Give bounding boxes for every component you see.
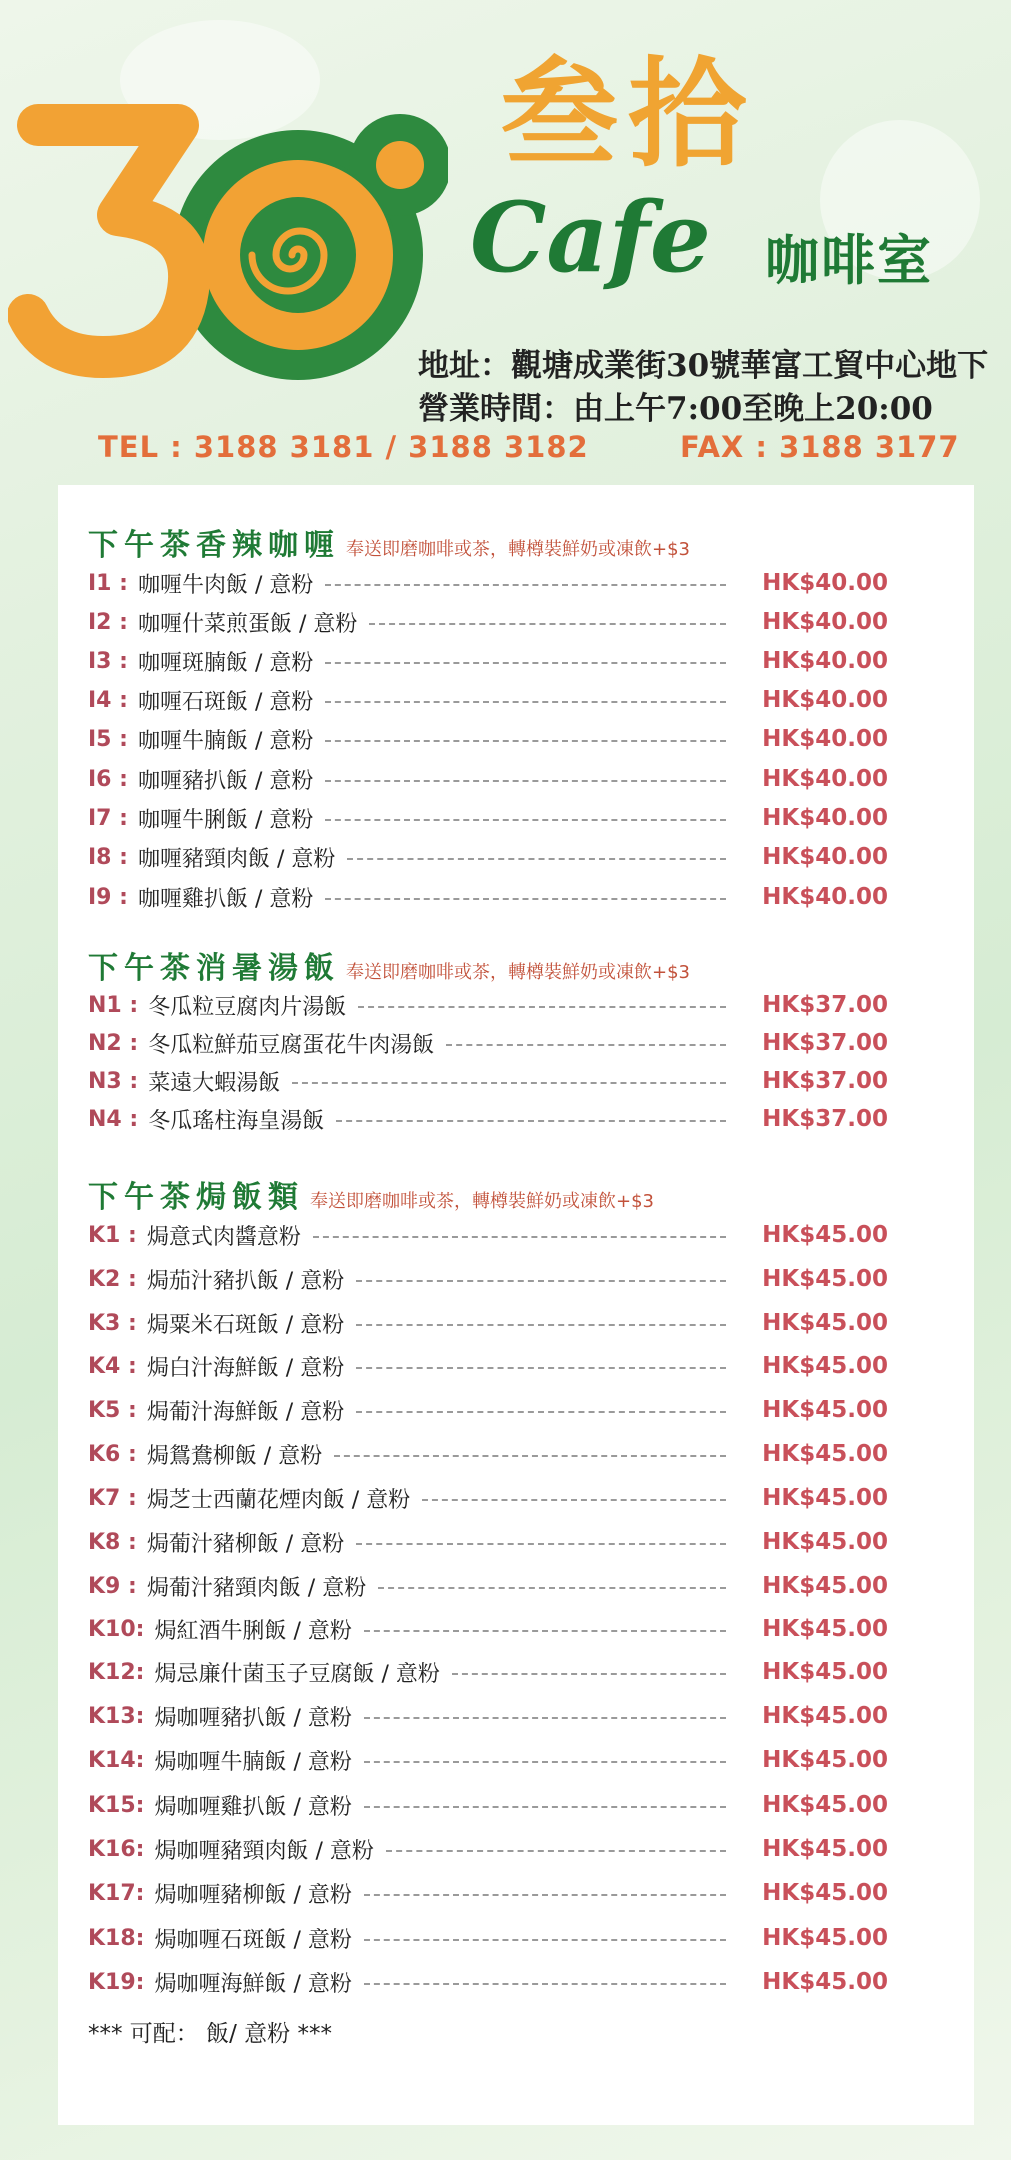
cafe-30-logo xyxy=(8,95,448,380)
telephone: TEL : 3188 3181 / 3188 3182 xyxy=(98,430,589,464)
item-name: 冬瓜粒鮮茄豆腐蛋花牛肉湯飯 xyxy=(148,1032,435,1058)
item-price: HK$40.00 xyxy=(762,766,888,792)
item-price: HK$45.00 xyxy=(762,1441,888,1467)
menu-item xyxy=(88,877,888,917)
menu-item xyxy=(88,985,888,1025)
item-code: K5 : xyxy=(88,1397,137,1423)
leader-line xyxy=(356,1280,726,1282)
menu-item xyxy=(88,563,888,603)
item-price: HK$40.00 xyxy=(762,648,888,674)
menu-item xyxy=(88,1522,888,1562)
section-title-soup-rice xyxy=(88,943,690,987)
item-name: 咖喱豬扒飯 / 意粉 xyxy=(137,768,314,794)
item-code: K16: xyxy=(88,1836,145,1862)
item-price: HK$45.00 xyxy=(762,1529,888,1555)
menu-item xyxy=(88,1215,888,1255)
item-price: HK$40.00 xyxy=(762,570,888,596)
item-name: 咖喱牛脷飯 / 意粉 xyxy=(137,807,314,833)
item-code: K15: xyxy=(88,1792,145,1818)
section-note: 奉送即磨咖啡或茶，轉樽裝鮮奶或凍飲+$3 xyxy=(310,1191,654,1212)
item-code: K10: xyxy=(88,1616,145,1642)
brand-cafe-script: Cafe xyxy=(470,181,711,294)
leader-line xyxy=(356,1543,726,1545)
item-name: 焗咖喱海鮮飯 / 意粉 xyxy=(154,1971,352,1997)
item-name: 焗紅酒牛脷飯 / 意粉 xyxy=(154,1618,352,1644)
section-note: 奉送即磨咖啡或茶，轉樽裝鮮奶或凍飲+$3 xyxy=(346,962,690,983)
item-name: 咖喱什菜煎蛋飯 / 意粉 xyxy=(137,611,358,637)
leader-line xyxy=(364,1939,726,1941)
item-name: 焗咖喱石斑飯 / 意粉 xyxy=(154,1927,352,1953)
menu-item xyxy=(88,759,888,799)
leader-line xyxy=(422,1499,726,1501)
menu-item xyxy=(88,1918,888,1958)
leader-line xyxy=(325,662,726,664)
item-code: K3 : xyxy=(88,1310,137,1336)
menu-item xyxy=(88,837,888,877)
item-name: 咖喱牛腩飯 / 意粉 xyxy=(137,728,314,754)
item-name: 咖喱石斑飯 / 意粉 xyxy=(137,689,314,715)
item-price: HK$45.00 xyxy=(762,1266,888,1292)
item-price: HK$45.00 xyxy=(762,1397,888,1423)
menu-item xyxy=(88,1061,888,1101)
leader-line xyxy=(452,1673,726,1675)
leader-line xyxy=(446,1044,726,1046)
item-code: K7 : xyxy=(88,1485,137,1511)
item-code: N1 : xyxy=(88,992,139,1018)
item-name: 菜遠大蝦湯飯 xyxy=(148,1070,281,1096)
item-name: 焗白汁海鮮飯 / 意粉 xyxy=(146,1355,345,1381)
item-price: HK$45.00 xyxy=(762,1880,888,1906)
item-code: K13: xyxy=(88,1703,145,1729)
menu-item xyxy=(88,1696,888,1736)
item-code: I5 : xyxy=(88,726,128,752)
item-name: 焗咖喱雞扒飯 / 意粉 xyxy=(154,1794,352,1820)
item-code: N3 : xyxy=(88,1068,139,1094)
leader-line xyxy=(358,1006,726,1008)
item-name: 焗葡汁豬頸肉飯 / 意粉 xyxy=(146,1575,367,1601)
item-price: HK$45.00 xyxy=(762,1353,888,1379)
item-price: HK$45.00 xyxy=(762,1310,888,1336)
leader-line xyxy=(378,1587,726,1589)
leader-line xyxy=(292,1082,726,1084)
item-price: HK$45.00 xyxy=(762,1485,888,1511)
section-name: 下午茶香辣咖喱 xyxy=(88,528,340,563)
item-price: HK$45.00 xyxy=(762,1836,888,1862)
item-price: HK$45.00 xyxy=(762,1616,888,1642)
item-code: I9 : xyxy=(88,884,128,910)
menu-item xyxy=(88,798,888,838)
fax-number: FAX : 3188 3177 xyxy=(680,430,960,464)
footnote: *** 可配： 飯/ 意粉 *** xyxy=(88,2021,332,2047)
item-name: 焗咖喱豬柳飯 / 意粉 xyxy=(154,1882,352,1908)
item-name: 焗忌廉什菌玉子豆腐飯 / 意粉 xyxy=(154,1661,440,1687)
menu-item xyxy=(88,1652,888,1692)
leader-line xyxy=(336,1120,726,1122)
item-name: 焗咖喱豬頸肉飯 / 意粉 xyxy=(154,1838,374,1864)
item-name: 焗意式肉醬意粉 xyxy=(146,1224,301,1250)
leader-line xyxy=(325,740,726,742)
leader-line xyxy=(325,701,726,703)
item-price: HK$45.00 xyxy=(762,1573,888,1599)
leader-line xyxy=(364,1894,726,1896)
item-price: HK$37.00 xyxy=(762,1030,888,1056)
item-code: K1 : xyxy=(88,1222,137,1248)
opening-hours: 營業時間：由上午7:00至晚上20:00 xyxy=(418,391,933,427)
item-name: 焗咖喱牛腩飯 / 意粉 xyxy=(154,1749,352,1775)
menu-item xyxy=(88,602,888,642)
item-code: I6 : xyxy=(88,766,128,792)
item-price: HK$40.00 xyxy=(762,884,888,910)
item-name: 冬瓜粒豆腐肉片湯飯 xyxy=(148,994,347,1020)
item-code: K18: xyxy=(88,1925,145,1951)
leader-line xyxy=(364,1630,726,1632)
item-price: HK$45.00 xyxy=(762,1703,888,1729)
leader-line xyxy=(347,858,726,860)
item-code: K4 : xyxy=(88,1353,137,1379)
item-price: HK$45.00 xyxy=(762,1925,888,1951)
item-name: 焗芝士西蘭花煙肉飯 / 意粉 xyxy=(146,1487,411,1513)
leader-line xyxy=(325,898,726,900)
leader-line xyxy=(325,584,726,586)
item-code: K17: xyxy=(88,1880,145,1906)
item-code: I2 : xyxy=(88,609,128,635)
menu-item xyxy=(88,1259,888,1299)
brand-chinese-name: 叁拾 xyxy=(500,44,757,183)
menu-item xyxy=(88,1434,888,1474)
section-title-curry xyxy=(88,520,690,564)
item-price: HK$37.00 xyxy=(762,1106,888,1132)
menu-item xyxy=(88,1566,888,1606)
item-code: K6 : xyxy=(88,1441,137,1467)
item-code: N2 : xyxy=(88,1030,139,1056)
item-name: 焗茄汁豬扒飯 / 意粉 xyxy=(146,1268,345,1294)
menu-item xyxy=(88,1023,888,1063)
item-name: 咖喱豬頸肉飯 / 意粉 xyxy=(137,846,336,872)
leader-line xyxy=(356,1367,726,1369)
item-price: HK$45.00 xyxy=(762,1222,888,1248)
leader-line xyxy=(364,1806,726,1808)
leader-line xyxy=(364,1717,726,1719)
item-code: I3 : xyxy=(88,648,128,674)
item-name: 焗葡汁豬柳飯 / 意粉 xyxy=(146,1531,345,1557)
menu-item xyxy=(88,1390,888,1430)
leader-line xyxy=(325,819,726,821)
address: 地址：觀塘成業街30號華富工貿中心地下 xyxy=(418,348,989,384)
item-price: HK$45.00 xyxy=(762,1747,888,1773)
menu-item xyxy=(88,641,888,681)
menu-item xyxy=(88,1785,888,1825)
item-name: 咖喱斑腩飯 / 意粉 xyxy=(137,650,314,676)
item-price: HK$45.00 xyxy=(762,1792,888,1818)
leader-line xyxy=(386,1850,726,1852)
item-name: 咖喱雞扒飯 / 意粉 xyxy=(137,886,314,912)
item-code: K8 : xyxy=(88,1529,137,1555)
section-note: 奉送即磨咖啡或茶，轉樽裝鮮奶或凍飲+$3 xyxy=(346,539,690,560)
menu-item xyxy=(88,680,888,720)
item-price: HK$40.00 xyxy=(762,609,888,635)
item-code: I1 : xyxy=(88,570,128,596)
item-name: 咖喱牛肉飯 / 意粉 xyxy=(137,572,314,598)
item-code: K2 : xyxy=(88,1266,137,1292)
item-price: HK$37.00 xyxy=(762,992,888,1018)
menu-item xyxy=(88,1099,888,1139)
section-name: 下午茶消暑湯飯 xyxy=(88,951,340,986)
menu-item xyxy=(88,1740,888,1780)
item-name: 焗鴛鴦柳飯 / 意粉 xyxy=(146,1443,323,1469)
section-title-baked-rice xyxy=(88,1172,654,1216)
item-name: 焗葡汁海鮮飯 / 意粉 xyxy=(146,1399,345,1425)
item-price: HK$45.00 xyxy=(762,1659,888,1685)
leader-line xyxy=(356,1324,726,1326)
item-code: K12: xyxy=(88,1659,145,1685)
menu-item xyxy=(88,719,888,759)
leader-line xyxy=(369,623,726,625)
item-code: I8 : xyxy=(88,844,128,870)
item-price: HK$45.00 xyxy=(762,1969,888,1995)
item-name: 焗咖喱豬扒飯 / 意粉 xyxy=(154,1705,352,1731)
item-code: K14: xyxy=(88,1747,145,1773)
item-price: HK$37.00 xyxy=(762,1068,888,1094)
leader-line xyxy=(334,1455,726,1457)
leader-line xyxy=(364,1983,726,1985)
item-price: HK$40.00 xyxy=(762,844,888,870)
item-code: I7 : xyxy=(88,805,128,831)
leader-line xyxy=(313,1236,726,1238)
item-price: HK$40.00 xyxy=(762,687,888,713)
item-price: HK$40.00 xyxy=(762,805,888,831)
item-price: HK$40.00 xyxy=(762,726,888,752)
item-code: K9 : xyxy=(88,1573,137,1599)
menu-item xyxy=(88,1829,888,1869)
menu-item xyxy=(88,1609,888,1649)
item-name: 冬瓜瑤柱海皇湯飯 xyxy=(148,1108,325,1134)
item-code: N4 : xyxy=(88,1106,139,1132)
menu-item xyxy=(88,1962,888,2002)
section-name: 下午茶焗飯類 xyxy=(88,1180,304,1215)
leader-line xyxy=(364,1761,726,1763)
brand-coffee-room: 咖啡室 xyxy=(765,229,933,292)
menu-item xyxy=(88,1478,888,1518)
leader-line xyxy=(325,780,726,782)
item-name: 焗粟米石斑飯 / 意粉 xyxy=(146,1312,345,1338)
leader-line xyxy=(356,1411,726,1413)
menu-item xyxy=(88,1346,888,1386)
menu-item xyxy=(88,1873,888,1913)
item-code: I4 : xyxy=(88,687,128,713)
item-code: K19: xyxy=(88,1969,145,1995)
menu-item xyxy=(88,1303,888,1343)
